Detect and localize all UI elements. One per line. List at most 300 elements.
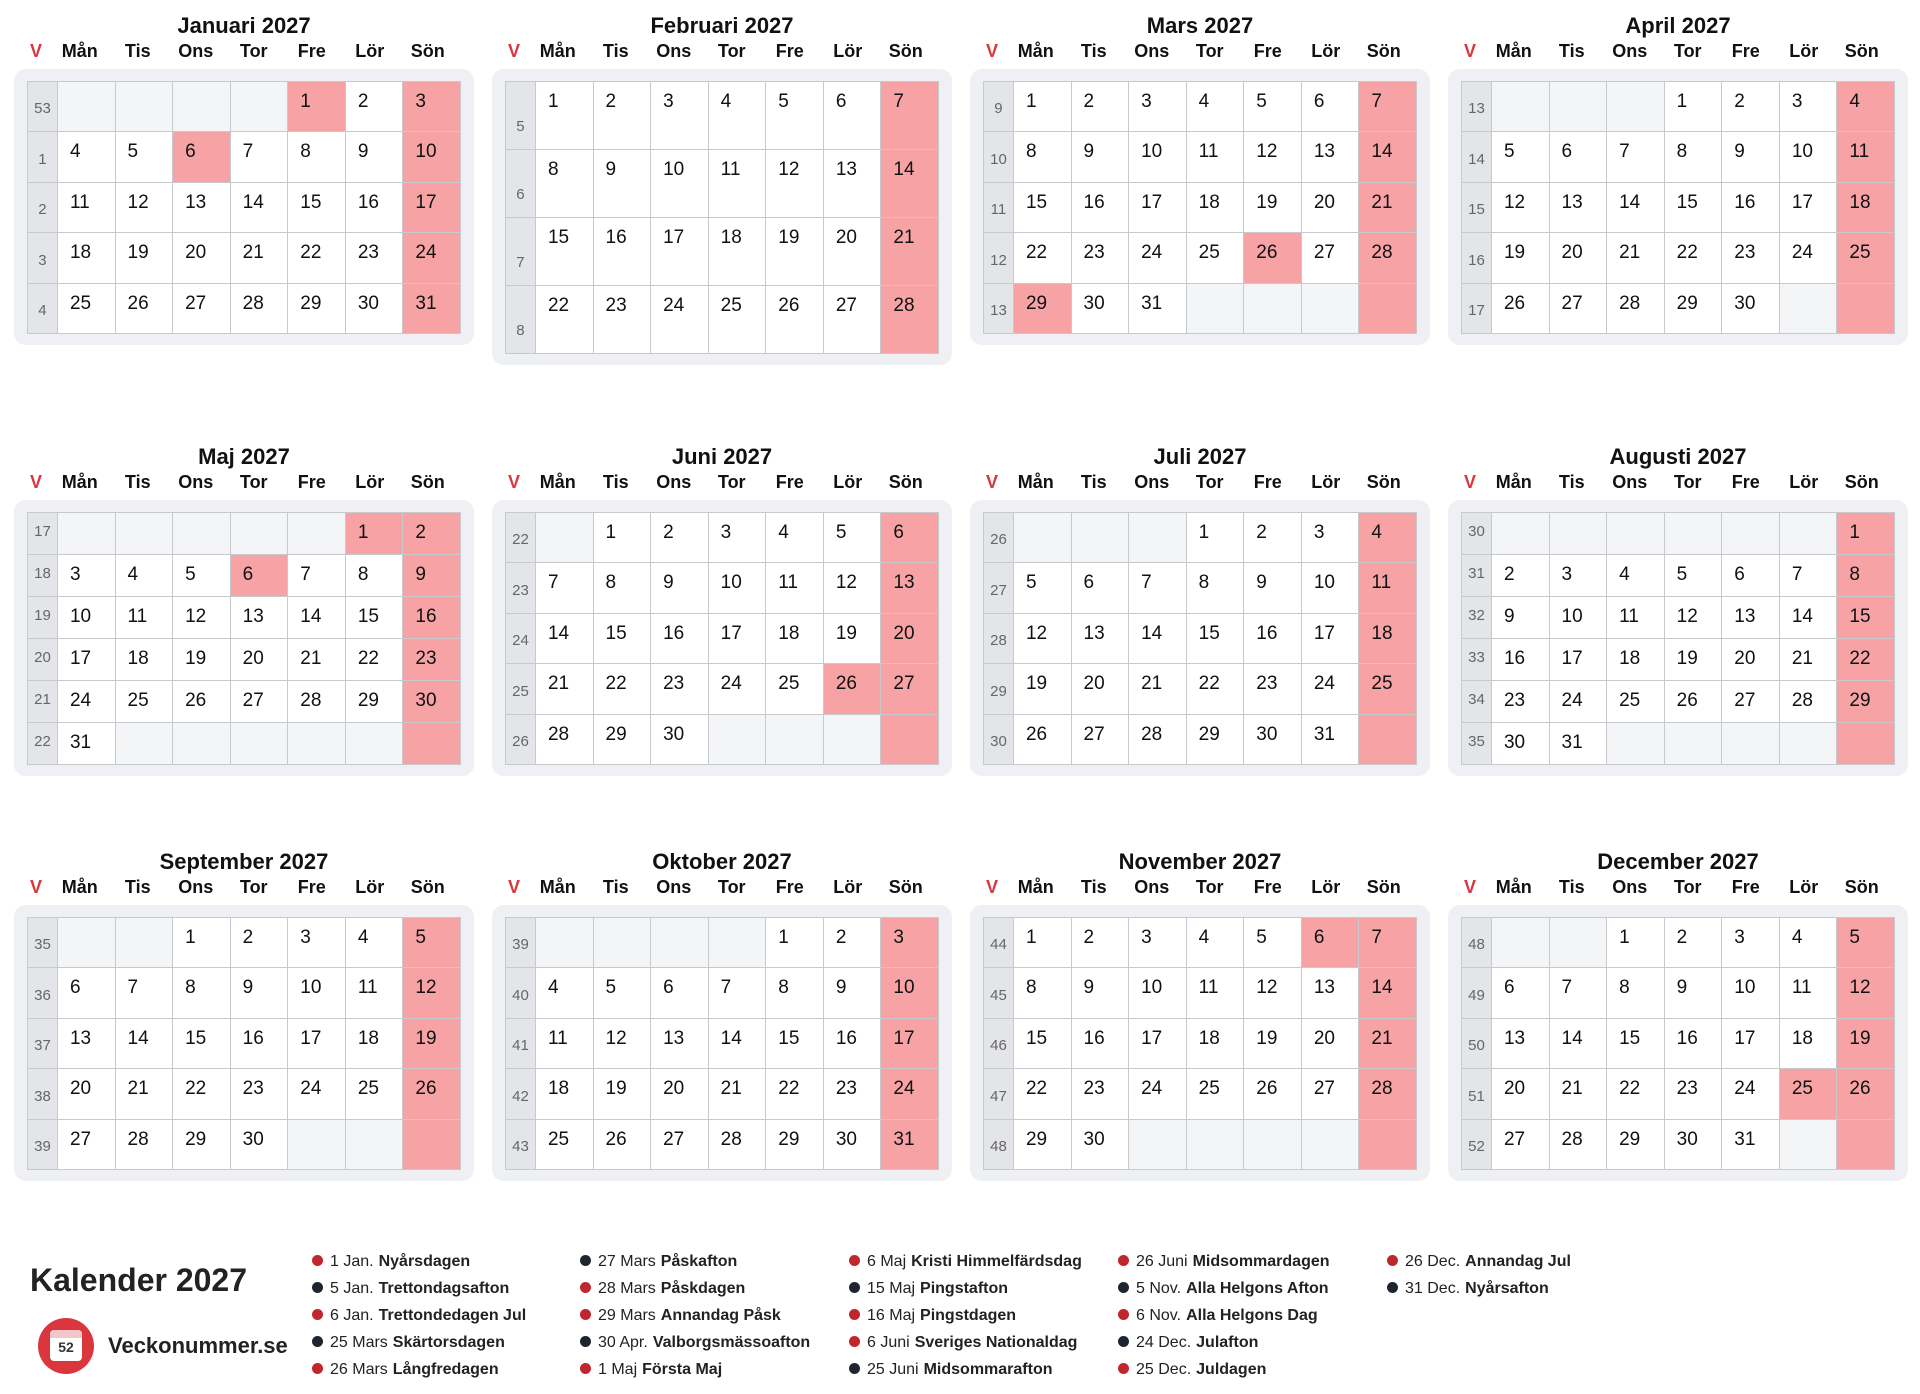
month-title: April 2027 xyxy=(1625,13,1731,38)
empty-day-cell xyxy=(1780,284,1838,334)
empty-day-cell xyxy=(1072,513,1130,563)
empty-day-cell xyxy=(651,918,709,968)
day-cell: 28 xyxy=(1359,1069,1417,1119)
empty-day-cell xyxy=(1359,1120,1417,1170)
week-row xyxy=(1462,555,1895,597)
day-cell: 24 xyxy=(1780,233,1838,283)
empty-day-cell xyxy=(173,723,231,765)
weekday-label: Mån xyxy=(1017,472,1054,492)
day-cell: 5 xyxy=(403,918,461,968)
day-cell: 15 xyxy=(536,218,594,286)
day-cell: 19 xyxy=(766,218,824,286)
weekday-label: Sön xyxy=(888,41,923,61)
week-row xyxy=(28,1120,461,1170)
day-cell: 6 xyxy=(881,513,939,563)
month-grid xyxy=(1461,81,1895,334)
week-number: 35 xyxy=(1462,723,1492,765)
day-cell: 6 xyxy=(651,968,709,1018)
month-title: November 2027 xyxy=(1118,849,1282,874)
day-cell: 15 xyxy=(173,1019,231,1069)
day-cell: 13 xyxy=(1492,1019,1550,1069)
weekday-label: Fre xyxy=(1731,877,1760,897)
day-cell: 11 xyxy=(1780,968,1838,1018)
day-cell: 19 xyxy=(824,614,882,664)
day-cell: 7 xyxy=(1359,918,1417,968)
bullet-dot-icon xyxy=(580,1282,591,1293)
day-cell: 27 xyxy=(824,286,882,354)
empty-day-cell xyxy=(288,1120,346,1170)
empty-day-cell xyxy=(1492,513,1550,555)
week-number: 39 xyxy=(506,918,536,968)
day-cell: 20 xyxy=(1302,183,1360,233)
day-cell: 25 xyxy=(1187,233,1245,283)
day-cell: 14 xyxy=(1129,614,1187,664)
weekday-label: Tor xyxy=(1673,472,1702,492)
day-cell: 18 xyxy=(766,614,824,664)
empty-day-cell xyxy=(709,918,767,968)
bullet-dot-icon xyxy=(580,1363,591,1374)
day-cell: 6 xyxy=(1492,968,1550,1018)
month-9 xyxy=(14,848,474,1155)
week-row xyxy=(1462,918,1895,968)
month-grid-card xyxy=(492,500,952,776)
day-cell: 14 xyxy=(1607,183,1665,233)
weekday-label: Tis xyxy=(602,472,629,492)
day-cell: 5 xyxy=(1244,82,1302,132)
day-cell: 4 xyxy=(58,132,116,182)
week-number: 6 xyxy=(506,150,536,218)
day-cell: 25 xyxy=(1607,681,1665,723)
day-cell: 4 xyxy=(116,555,174,597)
day-cell: 13 xyxy=(1302,132,1360,182)
empty-day-cell xyxy=(1607,723,1665,765)
month-12 xyxy=(1448,848,1908,1155)
holiday-date: 25 Mars xyxy=(330,1334,388,1351)
holiday-item xyxy=(849,1275,1082,1302)
holiday-date: 6 Juni xyxy=(867,1334,910,1351)
week-row xyxy=(984,132,1417,182)
day-cell: 15 xyxy=(1187,614,1245,664)
day-cell: 24 xyxy=(1550,681,1608,723)
day-cell: 5 xyxy=(1837,918,1895,968)
month-8 xyxy=(1448,443,1908,753)
day-cell: 12 xyxy=(1244,132,1302,182)
empty-day-cell xyxy=(116,513,174,555)
empty-day-cell xyxy=(173,513,231,555)
day-cell: 18 xyxy=(1837,183,1895,233)
bullet-dot-icon xyxy=(849,1363,860,1374)
day-cell: 2 xyxy=(1244,513,1302,563)
day-cell: 24 xyxy=(403,233,461,283)
day-cell: 16 xyxy=(1492,639,1550,681)
weekday-label: Fre xyxy=(775,41,804,61)
holiday-column xyxy=(312,1248,526,1383)
week-row xyxy=(1462,968,1895,1018)
month-grid xyxy=(1461,512,1895,765)
day-cell: 9 xyxy=(1492,597,1550,639)
week-number-header: V xyxy=(508,877,521,897)
day-cell: 16 xyxy=(403,597,461,639)
empty-day-cell xyxy=(881,715,939,765)
day-cell: 17 xyxy=(1780,183,1838,233)
week-row xyxy=(28,132,461,182)
month-1 xyxy=(14,12,474,319)
day-cell: 19 xyxy=(594,1069,652,1119)
day-cell: 17 xyxy=(651,218,709,286)
day-cell: 8 xyxy=(1014,968,1072,1018)
day-cell: 23 xyxy=(651,664,709,714)
weekday-label: Fre xyxy=(297,877,326,897)
day-cell: 4 xyxy=(1187,82,1245,132)
day-cell: 8 xyxy=(1607,968,1665,1018)
empty-day-cell xyxy=(1550,918,1608,968)
day-cell: 25 xyxy=(1187,1069,1245,1119)
day-cell: 7 xyxy=(116,968,174,1018)
day-cell: 19 xyxy=(1665,639,1723,681)
week-number: 7 xyxy=(506,218,536,286)
day-cell: 12 xyxy=(766,150,824,218)
empty-day-cell xyxy=(1607,513,1665,555)
empty-day-cell xyxy=(58,82,116,132)
week-row xyxy=(1462,1120,1895,1170)
day-cell: 16 xyxy=(1665,1019,1723,1069)
holiday-date: 6 Jan. xyxy=(330,1307,374,1324)
weekday-header xyxy=(970,39,1430,69)
holiday-date: 15 Maj xyxy=(867,1280,916,1297)
holiday-name: Trettondedagen Jul xyxy=(378,1307,527,1324)
day-cell: 11 xyxy=(346,968,404,1018)
weekday-header xyxy=(1448,875,1908,905)
day-cell: 3 xyxy=(709,513,767,563)
empty-day-cell xyxy=(1780,723,1838,765)
weekday-label: Ons xyxy=(178,472,214,492)
week-number: 20 xyxy=(28,639,58,681)
holiday-date: 5 Jan. xyxy=(330,1280,374,1297)
day-cell: 23 xyxy=(231,1069,289,1119)
week-number: 49 xyxy=(1462,968,1492,1018)
week-number: 41 xyxy=(506,1019,536,1069)
day-cell: 3 xyxy=(881,918,939,968)
empty-day-cell xyxy=(116,918,174,968)
empty-day-cell xyxy=(824,715,882,765)
day-cell: 8 xyxy=(1665,132,1723,182)
day-cell: 26 xyxy=(1014,715,1072,765)
day-cell: 12 xyxy=(1014,614,1072,664)
weekday-label: Tor xyxy=(717,472,746,492)
month-grid xyxy=(1461,917,1895,1170)
day-cell: 21 xyxy=(1129,664,1187,714)
week-number: 45 xyxy=(984,968,1014,1018)
day-cell: 20 xyxy=(58,1069,116,1119)
holiday-item xyxy=(312,1248,526,1275)
week-row xyxy=(1462,723,1895,765)
empty-day-cell xyxy=(594,918,652,968)
month-7 xyxy=(970,443,1430,750)
weekday-label: Sön xyxy=(1844,877,1879,897)
day-cell: 28 xyxy=(881,286,939,354)
day-cell: 29 xyxy=(1607,1120,1665,1170)
empty-day-cell xyxy=(1665,723,1723,765)
week-number: 5 xyxy=(506,82,536,150)
day-cell: 8 xyxy=(1187,563,1245,613)
weekday-label: Ons xyxy=(1134,41,1170,61)
brand-name[interactable]: Veckonummer.se xyxy=(108,1333,288,1358)
month-title: Oktober 2027 xyxy=(652,849,792,874)
day-cell: 5 xyxy=(766,82,824,150)
week-row xyxy=(1462,284,1895,334)
day-cell: 15 xyxy=(1014,1019,1072,1069)
day-cell: 26 xyxy=(1665,681,1723,723)
week-number: 8 xyxy=(506,286,536,354)
week-number: 35 xyxy=(28,918,58,968)
day-cell: 21 xyxy=(1550,1069,1608,1119)
empty-day-cell xyxy=(1244,284,1302,334)
month-grid-card xyxy=(492,69,952,365)
day-cell: 17 xyxy=(288,1019,346,1069)
bullet-dot-icon xyxy=(580,1255,591,1266)
day-cell: 9 xyxy=(1244,563,1302,613)
day-cell: 19 xyxy=(1492,233,1550,283)
month-4 xyxy=(1448,12,1908,319)
holiday-name: Pingstafton xyxy=(920,1280,1009,1297)
day-cell: 15 xyxy=(1665,183,1723,233)
day-cell: 2 xyxy=(651,513,709,563)
day-cell: 17 xyxy=(881,1019,939,1069)
day-cell: 5 xyxy=(1665,555,1723,597)
day-cell: 10 xyxy=(1129,132,1187,182)
day-cell: 15 xyxy=(288,183,346,233)
day-cell: 27 xyxy=(651,1120,709,1170)
empty-day-cell xyxy=(1129,513,1187,563)
week-number: 16 xyxy=(1462,233,1492,283)
empty-day-cell xyxy=(1550,82,1608,132)
holiday-name: Annandag Påsk xyxy=(660,1307,781,1324)
brand[interactable] xyxy=(38,1318,288,1374)
holiday-date: 24 Dec. xyxy=(1136,1334,1192,1351)
empty-day-cell xyxy=(1014,513,1072,563)
weekday-label: Mån xyxy=(61,877,98,897)
day-cell: 6 xyxy=(1550,132,1608,182)
day-cell: 12 xyxy=(403,968,461,1018)
day-cell: 1 xyxy=(1014,918,1072,968)
day-cell: 15 xyxy=(1014,183,1072,233)
holiday-item xyxy=(580,1302,810,1329)
day-cell: 19 xyxy=(116,233,174,283)
day-cell: 27 xyxy=(1722,681,1780,723)
day-cell: 29 xyxy=(1014,284,1072,334)
day-cell: 10 xyxy=(881,968,939,1018)
day-cell: 16 xyxy=(1722,183,1780,233)
day-cell: 6 xyxy=(58,968,116,1018)
week-number: 39 xyxy=(28,1120,58,1170)
day-cell: 16 xyxy=(1072,183,1130,233)
week-number: 13 xyxy=(1462,82,1492,132)
week-number: 17 xyxy=(28,513,58,555)
day-cell: 1 xyxy=(594,513,652,563)
holiday-item xyxy=(849,1356,1082,1383)
week-number: 3 xyxy=(28,233,58,283)
holiday-date: 5 Nov. xyxy=(1136,1280,1182,1297)
holiday-column xyxy=(849,1248,1082,1383)
day-cell: 28 xyxy=(1359,233,1417,283)
week-row xyxy=(28,681,461,723)
day-cell: 16 xyxy=(1244,614,1302,664)
empty-day-cell xyxy=(1187,284,1245,334)
week-number: 26 xyxy=(984,513,1014,563)
day-cell: 18 xyxy=(1359,614,1417,664)
day-cell: 1 xyxy=(1665,82,1723,132)
day-cell: 5 xyxy=(173,555,231,597)
day-cell: 10 xyxy=(1780,132,1838,182)
day-cell: 20 xyxy=(1302,1019,1360,1069)
day-cell: 28 xyxy=(288,681,346,723)
day-cell: 12 xyxy=(116,183,174,233)
weekday-label: Tor xyxy=(239,41,268,61)
day-cell: 7 xyxy=(288,555,346,597)
day-cell: 11 xyxy=(1607,597,1665,639)
day-cell: 18 xyxy=(116,639,174,681)
weekday-label: Tis xyxy=(602,41,629,61)
day-cell: 17 xyxy=(403,183,461,233)
day-cell: 10 xyxy=(1129,968,1187,1018)
day-cell: 23 xyxy=(1665,1069,1723,1119)
week-number: 34 xyxy=(1462,681,1492,723)
day-cell: 3 xyxy=(1129,82,1187,132)
day-cell: 12 xyxy=(824,563,882,613)
week-number: 31 xyxy=(1462,555,1492,597)
month-grid xyxy=(983,81,1417,334)
holiday-item xyxy=(1118,1329,1330,1356)
day-cell: 11 xyxy=(1837,132,1895,182)
day-cell: 14 xyxy=(536,614,594,664)
month-grid xyxy=(27,917,461,1170)
weekday-label: Lör xyxy=(1789,41,1819,61)
day-cell: 1 xyxy=(766,918,824,968)
weekday-label: Ons xyxy=(178,41,214,61)
day-cell: 5 xyxy=(116,132,174,182)
month-2 xyxy=(492,12,952,339)
day-cell: 26 xyxy=(1837,1069,1895,1119)
day-cell: 26 xyxy=(173,681,231,723)
day-cell: 24 xyxy=(709,664,767,714)
day-cell: 23 xyxy=(594,286,652,354)
day-cell: 30 xyxy=(403,681,461,723)
week-number: 22 xyxy=(28,723,58,765)
day-cell: 22 xyxy=(536,286,594,354)
day-cell: 31 xyxy=(1722,1120,1780,1170)
day-cell: 14 xyxy=(1550,1019,1608,1069)
weekday-header xyxy=(14,875,474,905)
weekday-header xyxy=(14,470,474,500)
week-number: 22 xyxy=(506,513,536,563)
day-cell: 7 xyxy=(709,968,767,1018)
day-cell: 2 xyxy=(403,513,461,555)
day-cell: 18 xyxy=(536,1069,594,1119)
empty-day-cell xyxy=(536,918,594,968)
bullet-dot-icon xyxy=(849,1309,860,1320)
week-row xyxy=(1462,1069,1895,1119)
day-cell: 26 xyxy=(1244,1069,1302,1119)
day-cell: 22 xyxy=(1665,233,1723,283)
bullet-dot-icon xyxy=(1118,1336,1129,1347)
weekday-label: Lör xyxy=(1311,877,1341,897)
month-grid xyxy=(505,512,939,765)
day-cell: 27 xyxy=(1302,1069,1360,1119)
empty-day-cell xyxy=(1665,513,1723,555)
empty-day-cell xyxy=(1722,513,1780,555)
empty-day-cell xyxy=(173,82,231,132)
week-row xyxy=(1462,132,1895,182)
day-cell: 29 xyxy=(1837,681,1895,723)
weekday-label: Fre xyxy=(297,41,326,61)
holiday-item xyxy=(312,1329,526,1356)
week-row xyxy=(984,233,1417,283)
weekday-label: Tor xyxy=(1195,877,1224,897)
day-cell: 31 xyxy=(1129,284,1187,334)
empty-day-cell xyxy=(231,513,289,555)
week-number: 43 xyxy=(506,1120,536,1170)
day-cell: 17 xyxy=(709,614,767,664)
week-row xyxy=(28,639,461,681)
holiday-date: 29 Mars xyxy=(598,1307,656,1324)
day-cell: 23 xyxy=(824,1069,882,1119)
weekday-label: Fre xyxy=(1731,41,1760,61)
day-cell: 10 xyxy=(403,132,461,182)
day-cell: 8 xyxy=(1837,555,1895,597)
weekday-label: Sön xyxy=(1366,41,1401,61)
day-cell: 9 xyxy=(1722,132,1780,182)
day-cell: 1 xyxy=(173,918,231,968)
holiday-item xyxy=(580,1356,810,1383)
weekday-label: Tis xyxy=(1080,472,1107,492)
weekday-label: Sön xyxy=(1844,472,1879,492)
bullet-dot-icon xyxy=(1118,1255,1129,1266)
month-grid xyxy=(505,917,939,1170)
weekday-label: Ons xyxy=(656,472,692,492)
day-cell: 20 xyxy=(651,1069,709,1119)
day-cell: 23 xyxy=(1492,681,1550,723)
week-number: 36 xyxy=(28,968,58,1018)
day-cell: 22 xyxy=(346,639,404,681)
weekday-label: Fre xyxy=(297,472,326,492)
day-cell: 8 xyxy=(288,132,346,182)
day-cell: 26 xyxy=(1244,233,1302,283)
weekday-header xyxy=(970,470,1430,500)
month-grid-card xyxy=(1448,500,1908,776)
day-cell: 3 xyxy=(403,82,461,132)
day-cell: 10 xyxy=(709,563,767,613)
holiday-item xyxy=(1387,1275,1571,1302)
holiday-date: 26 Mars xyxy=(330,1361,388,1378)
month-title: Mars 2027 xyxy=(1146,13,1254,38)
holiday-name: Pingstdagen xyxy=(920,1307,1017,1324)
day-cell: 14 xyxy=(1359,968,1417,1018)
holiday-date: 27 Mars xyxy=(598,1253,656,1270)
week-row xyxy=(1462,597,1895,639)
weekday-label: Tor xyxy=(1673,41,1702,61)
week-number: 51 xyxy=(1462,1069,1492,1119)
day-cell: 29 xyxy=(1014,1120,1072,1170)
day-cell: 29 xyxy=(346,681,404,723)
day-cell: 7 xyxy=(881,82,939,150)
day-cell: 30 xyxy=(1072,284,1130,334)
day-cell: 22 xyxy=(1607,1069,1665,1119)
day-cell: 30 xyxy=(1722,284,1780,334)
day-cell: 26 xyxy=(824,664,882,714)
day-cell: 4 xyxy=(1607,555,1665,597)
day-cell: 16 xyxy=(231,1019,289,1069)
week-number: 30 xyxy=(1462,513,1492,555)
